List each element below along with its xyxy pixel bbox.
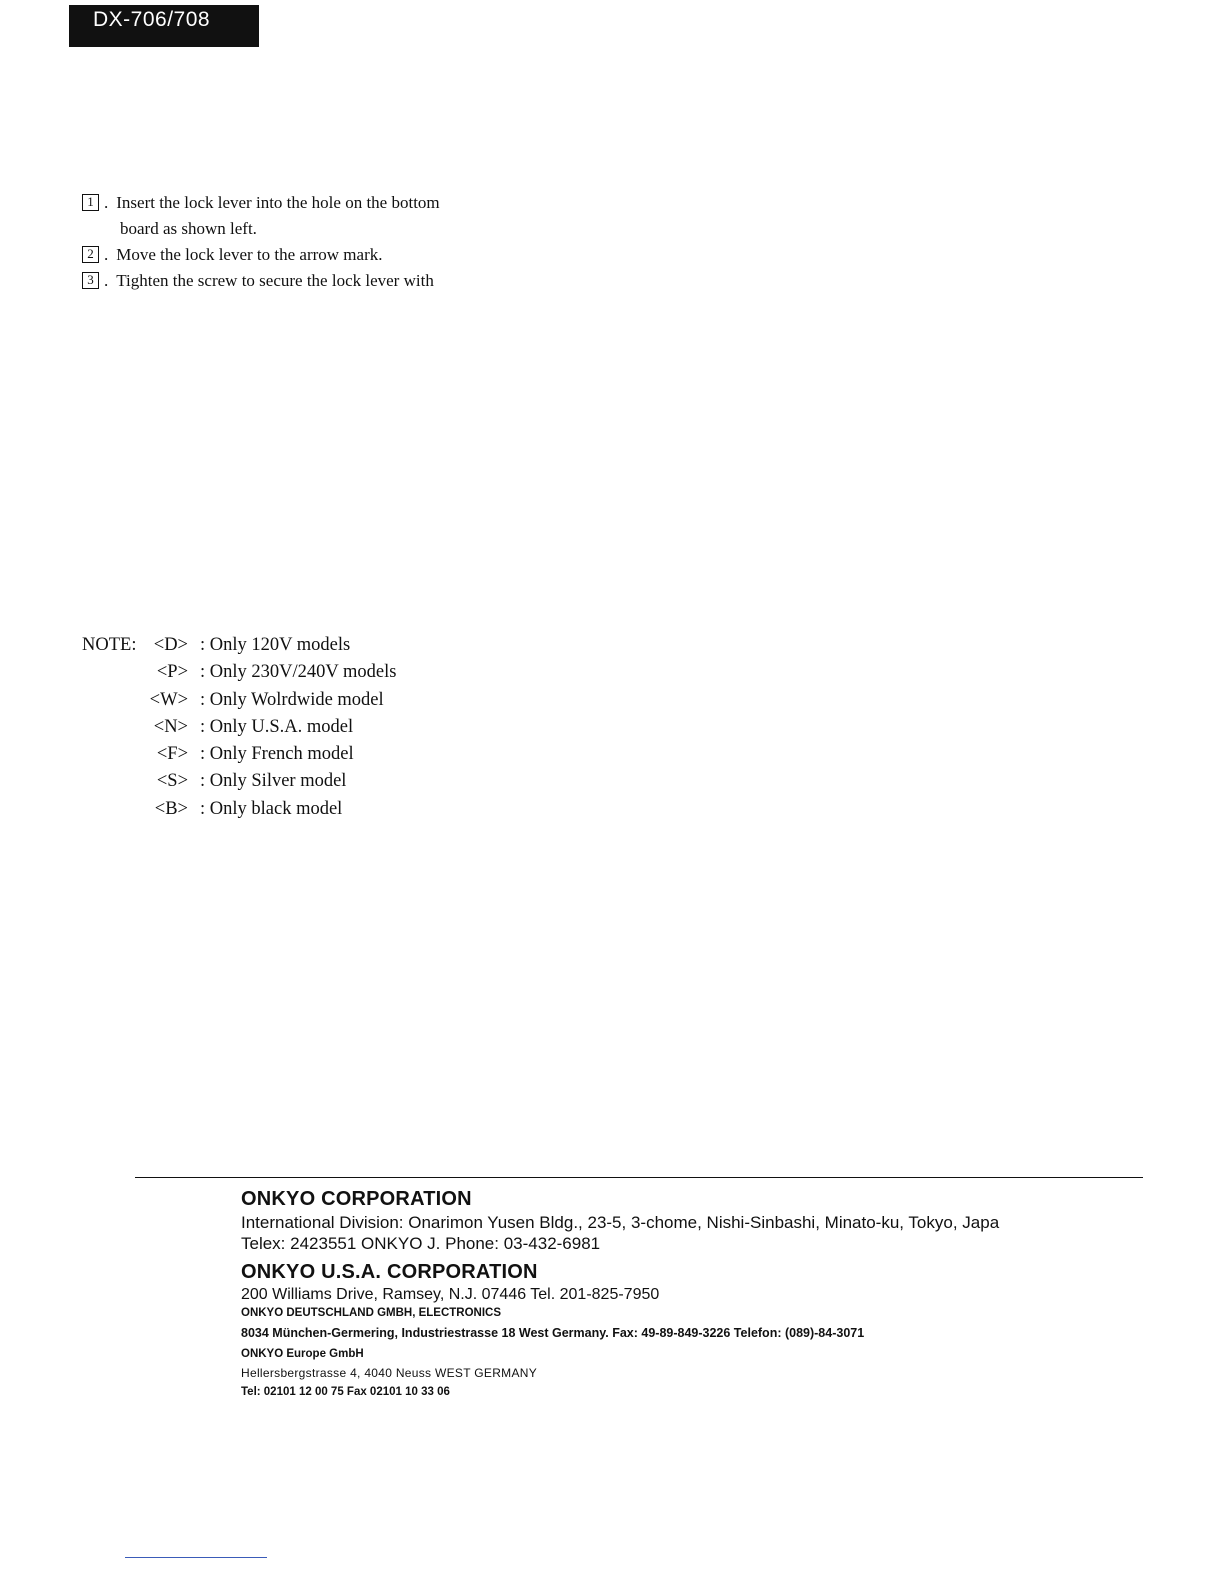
note-code: <B> bbox=[154, 798, 188, 819]
step-1 bbox=[82, 190, 602, 216]
step-number-box: 3 bbox=[82, 272, 99, 289]
bottom-underline bbox=[125, 1557, 267, 1558]
note-text: : Only Wolrdwide model bbox=[200, 689, 384, 710]
onkyo-usa-address: 200 Williams Drive, Ramsey, N.J. 07446 Tel. 201-825-7950 bbox=[241, 1286, 660, 1303]
step-1-continuation bbox=[82, 216, 602, 242]
onkyo-deutschland-address: 8034 München-Germering, Industriestrasse 18 West Germany. Fax: 49-89-849-3226 Telefon: (089)-84-3071 bbox=[241, 1326, 865, 1340]
footer-divider bbox=[135, 1177, 1143, 1178]
note-row bbox=[82, 714, 396, 741]
onkyo-usa-name: ONKYO U.S.A. CORPORATION bbox=[241, 1261, 538, 1283]
note-text: : Only Silver model bbox=[200, 771, 347, 792]
step-2 bbox=[82, 242, 602, 268]
step-separator: . bbox=[104, 271, 109, 290]
note-code: <N> bbox=[153, 716, 188, 737]
model-number-tag: DX-706/708 bbox=[69, 5, 259, 47]
step-separator: . bbox=[104, 245, 109, 264]
note-row bbox=[82, 768, 396, 795]
note-row bbox=[82, 659, 396, 686]
note-code: <D> bbox=[153, 635, 188, 655]
note-code: <F> bbox=[156, 744, 188, 765]
note-text: : Only French model bbox=[200, 744, 354, 765]
note-row bbox=[82, 687, 396, 714]
onkyo-europe-name: ONKYO Europe GmbH bbox=[241, 1348, 364, 1360]
model-notes bbox=[82, 632, 396, 823]
note-code: <P> bbox=[156, 662, 188, 683]
step-text: Move the lock lever to the arrow mark. bbox=[116, 245, 383, 264]
note-row bbox=[82, 632, 396, 659]
note-prefix: NOTE: bbox=[82, 635, 137, 655]
step-text: Insert the lock lever into the hole on the bottom bbox=[116, 193, 440, 212]
lock-lever-instructions bbox=[82, 190, 602, 294]
note-text: : Only black model bbox=[200, 798, 343, 819]
note-row bbox=[82, 796, 396, 823]
note-code: <S> bbox=[156, 771, 188, 792]
step-separator: . bbox=[104, 193, 109, 212]
note-text: : Only 230V/240V models bbox=[200, 662, 397, 683]
note-text: : Only U.S.A. model bbox=[200, 716, 354, 737]
onkyo-europe-contact: Tel: 02101 12 00 75 Fax 02101 10 33 06 bbox=[241, 1386, 450, 1398]
step-text: Tighten the screw to secure the lock lever with bbox=[116, 271, 434, 290]
step-text: board as shown left. bbox=[120, 219, 257, 238]
step-3 bbox=[82, 268, 602, 294]
step-number-box: 2 bbox=[82, 246, 99, 263]
note-code: <W> bbox=[149, 689, 188, 710]
onkyo-corporation-address: International Division: Onarimon Yusen Bldg., 23-5, 3-chome, Nishi-Sinbashi, Minato-ku, Tokyo, Japa bbox=[241, 1213, 1000, 1232]
onkyo-europe-address: Hellersbergstrasse 4, 4040 Neuss WEST GERMANY bbox=[241, 1366, 538, 1380]
company-addresses bbox=[241, 1186, 1161, 1401]
onkyo-deutschland-name: ONKYO DEUTSCHLAND GMBH, ELECTRONICS bbox=[241, 1307, 502, 1319]
note-text: : Only 120V models bbox=[200, 635, 351, 655]
note-row bbox=[82, 741, 396, 768]
onkyo-corporation-contact: Telex: 2423551 ONKYO J. Phone: 03-432-6981 bbox=[241, 1234, 601, 1253]
onkyo-corporation-name: ONKYO CORPORATION bbox=[241, 1188, 472, 1210]
step-number-box: 1 bbox=[82, 194, 99, 211]
